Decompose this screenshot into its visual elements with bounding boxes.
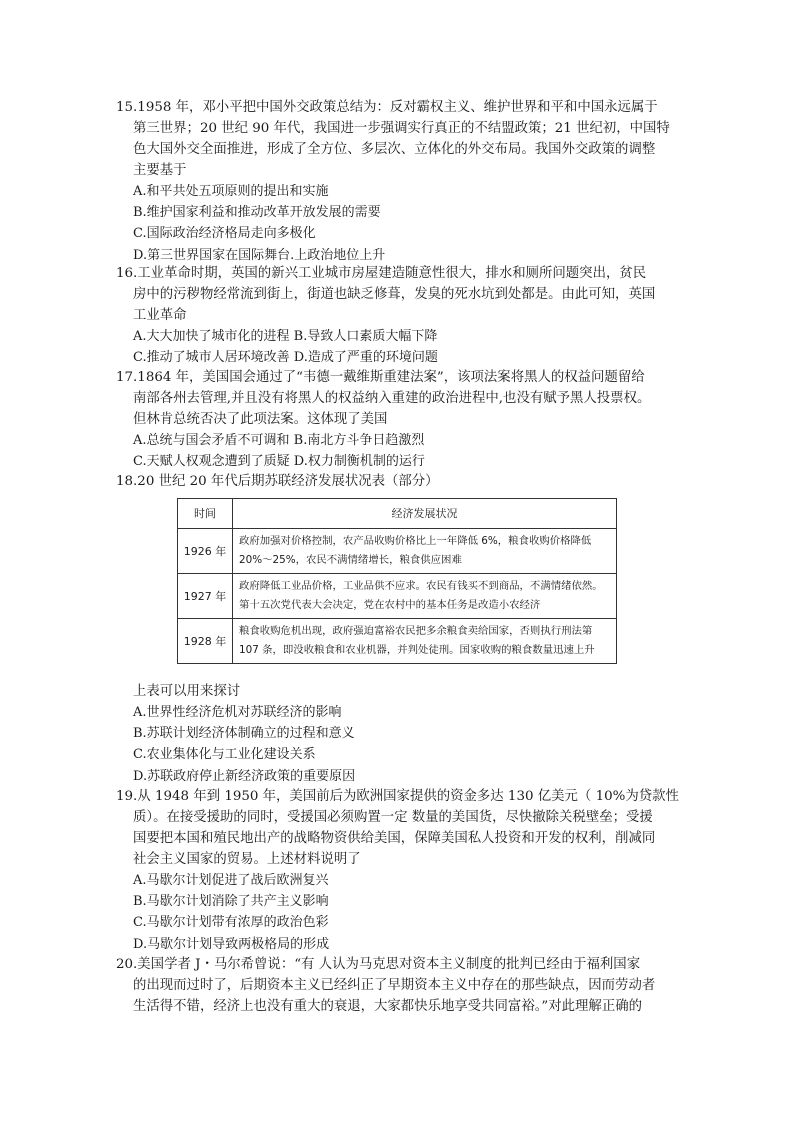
question-16-line: 工业革命 [133,308,187,323]
question-19-option-d: D.马歇尔计划导致两极格局的形成 [133,936,330,952]
question-18-option-c: C.农业集体化与工业化建设关系 [133,747,316,763]
question-15-option-d: D.第三世界国家在国际舞台.上政治地位上升 [133,247,386,263]
question-19-line: 质）。在接受援助的同时，受援国必须购置一定 数量的美国货，尽快撤除关税壁垒；受援 [133,810,653,825]
question-17-line: 南部各州去管理,并且没有将黑人的权益纳入重建的政治进程中,也没有赋予黑人投票权。 [133,391,651,406]
question-17-line: 17.1864 年，美国国会通过了“韦德一戴维斯重建法案”，该项法案将黑人的权益问题留给 [116,370,645,385]
table-row [178,574,617,619]
question-18 [116,471,684,492]
question-20 [116,954,684,1017]
question-19-option-b: B.马歇尔计划消除了共产主义影响 [133,894,329,910]
table-cell-desc: 政府降低工业品价格，工业品供不应求。农民有钱买不到商品，不满情绪依然。第十五次党代表大会决定，党在农村中的基本任务是改造小农经济 [233,574,617,619]
question-18-options [116,681,684,787]
question-19-line: 19.从 1948 年到 1950 年，美国前后为欧洲国家提供的资金多达 130 亿美元（ 10%为贷款性 [116,789,679,804]
table-cell-year: 1928 年 [178,619,233,664]
question-19-line: 社会主义国家的贸易。上述材料说明了 [133,852,361,867]
table-header-time: 时间 [178,499,233,529]
question-18-stem: 18.20 世纪 20 年代后期苏联经济发展状况表（部分） [116,474,439,489]
table-cell-year: 1927 年 [178,574,233,619]
question-19-option-c: C.马歇尔计划带有浓厚的政治色彩 [133,915,329,931]
question-19 [116,786,684,955]
question-17-line: 但林肯总统否决了此项法案。这体现了美国 [133,412,388,427]
question-18-option-b: B.苏联计划经济体制确立的过程和意义 [133,726,355,742]
question-16-line: 16.工业革命时期，英国的新兴工业城市房屋建造随意性很大，排水和厕所问题突出，贫民 [116,266,647,281]
question-20-line: 20.美国学者 J・马尔希曾说：“有 人认为马克思对资本主义制度的批判已经由于福利国家 [116,957,641,972]
table-cell-year: 1926 年 [178,529,233,574]
question-15-line: 色大国外交全面推进，形成了全方位、多层次、立体化的外交布局。我国外交政策的调整 [133,142,656,157]
question-17 [116,367,684,472]
table-row [178,619,617,664]
question-18-option-d: D.苏联政府停止新经济政策的重要原因 [133,768,356,784]
table-header-row [178,499,617,529]
table-cell-desc: 粮食收购危机出现，政府强迫富裕农民把多余粮食卖给国家，否则执行刑法第 107 条，即没收粮食和农业机器，并判处徒刑。国家收购的粮食数量迅速上升 [233,619,617,664]
question-15 [116,97,684,266]
question-15-line: 主要基于 [133,163,187,178]
question-19-option-a: A.马歇尔计划促进了战后欧洲复兴 [133,873,329,888]
question-17-option-ab: A.总统与国会矛盾不可调和 B.南北方斗争日趋激烈 [133,433,425,448]
question-16-option-cd: C.推动了城市人居环境改善 D.造成了严重的环境问题 [133,350,438,366]
question-15-option-a: A.和平共处五项原则的提出和实施 [133,184,329,199]
question-16-line: 房中的污秽物经常流到街上，街道也缺乏修葺，发臭的死水坑到处都是。由此可知，英国 [133,287,656,302]
question-20-line: 生活得不错，经济上也没有重大的衰退，大家都快乐地享受共同富裕。”对此理解正确的 [133,999,642,1014]
soviet-economy-table [177,498,617,664]
question-15-option-b: B.维护国家利益和推动改革开放发展的需要 [133,205,381,221]
question-18-option-a: A.世界性经济危机对苏联经济的影响 [133,705,342,720]
question-18-caption: 上表可以用来探讨 [133,684,241,699]
question-17-option-cd: C.天赋人权观念遭到了质疑 D.权力制衡机制的运行 [133,454,425,470]
table-row [178,529,617,574]
question-19-line: 国要把本国和殖民地出产的战略物资供给美国，保障美国私人投资和开发的权利，削减同 [133,831,656,846]
question-16-option-ab: A.大大加快了城市化的进程 B.导致人口素质大幅下降 [133,329,438,344]
table-header-status: 经济发展状况 [233,499,617,529]
question-15-line: 第三世界；20 世纪 90 年代，我国进一步强调实行真正的不结盟政策；21 世纪初，中国特 [133,121,670,136]
table-cell-desc: 政府加强对价格控制，农产品收购价格比上一年降低 6%，粮食收购价格降低 20%～25%，农民不满情绪增长，粮食供应困难 [233,529,617,574]
question-15-option-c: C.国际政治经济格局走向多极化 [133,226,316,242]
question-16 [116,263,684,368]
question-20-line: 的出现而过时了，后期资本主义已经纠正了早期资本主义中存在的那些缺点，因而劳动者 [133,978,656,993]
question-15-line: 15.1958 年，邓小平把中国外交政策总结为：反对霸权主义、维护世界和平和中国永远属于 [116,100,658,115]
